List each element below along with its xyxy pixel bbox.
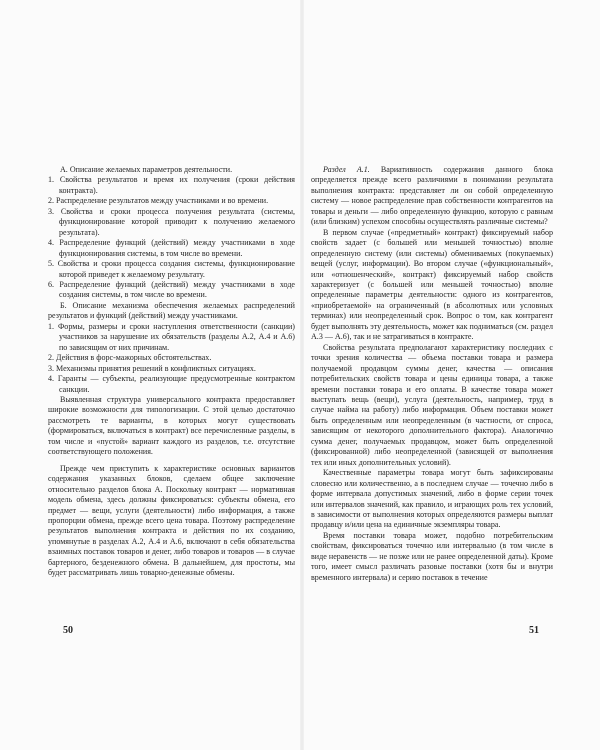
paragraph-text: 1. Формы, размеры и сроки наступления ответственности (санкции) участников за нарушение их обязательств (разделы А.2, А.4 и А.6) по зависящим от них причинам. bbox=[48, 321, 295, 352]
paragraph-text: В первом случае («предметный» контракт) фиксируемый набор свойств задает (с большей или меньшей точностью) вполне определенную систему (или системы) обмениваемых (покупаемых) вещей (услуг, информации). Во втором случае («функциональный», или «отношенческий», контракт) фиксируемый набор свойств характеризует (с большей или меньшей точностью) вполне определенные параметры деятельности: одного из контрагентов, «приобретаемой» на ограниченный (в абсолютных или условных терминах) или неопределенный срок. Вопрос о том, как контрагент будет выполнять эту деятельность, может как подниматься (см. раздел А.3 — А.6), так и не затрагиваться в контракте. bbox=[311, 227, 553, 342]
paragraph bbox=[48, 196, 295, 206]
paragraph-text: А. Описание желаемых параметров деятельности. bbox=[60, 165, 233, 174]
paragraph-text: Вариативность содержания данного блока определяется прежде всего различиями в понимании результата выполнения контракта: представляет ли он собой определенную систему — новое распределение прав собственности контрагентов на товары и деньги — либо определенную функцию, которую с равным (или близким) успехом способны осуществлять различные системы? bbox=[311, 165, 553, 227]
paragraph bbox=[48, 364, 295, 374]
paragraph-text: 4. Гаранты — субъекты, реализующие предусмотренные контрактом санкции. bbox=[48, 374, 295, 394]
paragraph bbox=[311, 343, 553, 468]
page-number-right: 51 bbox=[529, 625, 539, 636]
paragraph-text: 5. Свойства и сроки процесса создания системы, функционирование которой приведет к желаемому результату. bbox=[48, 259, 295, 279]
paragraph-text: 3. Механизмы принятия решений в конфликтных ситуациях. bbox=[48, 363, 256, 373]
paragraph bbox=[48, 322, 295, 353]
paragraph bbox=[48, 395, 295, 458]
paragraph-text: Время поставки товара может, подобно потребительским свойствам, фиксироваться точечно или интервально (в том числе в виде неравенств — не позже или не ранее определенной даты). Кроме того, имеет смысл различать разовые поставки (хотя бы и внутри временного интервала) и серию поставок в течение bbox=[311, 530, 553, 582]
paragraph bbox=[48, 165, 295, 175]
paragraph-text: 2. Распределение результатов между участниками и во времени. bbox=[48, 196, 269, 206]
paragraph bbox=[311, 531, 553, 583]
right-page-text bbox=[311, 165, 553, 583]
page-number-left: 50 bbox=[63, 625, 73, 636]
paragraph-text: Качественные параметры товара могут быть зафиксированы словесно или количественно, а в последнем случае — точечно либо в форме интервала допустимых значений, либо в форме серии точек или интервалов значений, как правило, и играющих роль тех условий, в зависимости от выполнения которых определяются размеры выплат продавцу и/или цена на единичные экземпляры товара. bbox=[311, 468, 553, 530]
paragraph-text: Прежде чем приступить к характеристике основных вариантов содержания указанных блоков, сделаем общее заключение относительно разделов блока А. Поскольку контракт — нормативная модель обмена, здесь должны фиксироваться: субъекты обмена, его предмет — вещи, услуги (деятельности) либо информация, а также пропорции обмена, прежде всего цена товара. Поэтому распределение результатов выполнения контракта и действия по их созданию, упомянутые в разделах А.2, А.4 и А.6, включают в себя обязательства взаимных поставок товаров и денег, либо товаров и товаров — в случае бартерного, безденежного обмена. В дальнейшем, для простоты, мы будет рассматривать лишь товарно-денежные обмены. bbox=[48, 463, 295, 578]
left-page-text bbox=[48, 165, 295, 579]
paragraph-text: 3. Свойства и сроки процесса получения результата (системы, функционирование которой приводит к получению желаемого результата). bbox=[48, 206, 295, 237]
paragraph-text: Свойства результата предполагают характеристику последних с точки зрения количества — объема поставки товара и размера получаемой продавцом суммы денег, качества — описания потребительских свойств товара и цены единицы товара, а также времени поставки товара и его оплаты. В качестве товара может выступать вещь (вещи), услуга (деятельность, например, труд в случае найма на работу) либо информация. Объем поставки может быть определенным или неопределенным (в частности, от спроса, зависящим от некоторого дополнительного фактора). Аналогично сумма денег, получаемых продавцом, может быть определенной (фиксированной) либо неопределенной (зависящей от выполнения тех или иных дополнительных условий). bbox=[311, 342, 553, 467]
paragraph bbox=[48, 374, 295, 395]
paragraph bbox=[311, 468, 553, 531]
section-label: Раздел А.1. bbox=[323, 165, 370, 174]
paragraph bbox=[48, 301, 295, 322]
paragraph bbox=[48, 464, 295, 579]
paragraph-text: 1. Свойства результатов и время их получения (сроки действия контракта). bbox=[48, 175, 295, 195]
paragraph-text: 4. Распределение функций (действий) между участниками в ходе функционирования системы, в том числе во времени. bbox=[48, 238, 295, 258]
paragraph bbox=[311, 228, 553, 343]
paragraph bbox=[48, 238, 295, 259]
paragraph bbox=[48, 259, 295, 280]
paragraph bbox=[311, 165, 553, 228]
page-gutter bbox=[300, 0, 304, 750]
paragraph-text: Выявленная структура универсального контракта предоставляет широкие возможности для типологизации. С этой целью достаточно рассмотреть те варианты, в которых могут существовать (формироваться, включаться в контракт) все перечисленные разделы, в том числе и «пустой» вариант каждого из разделов, т.е. отсутствие соответствующего положения. bbox=[48, 394, 295, 457]
paragraph bbox=[48, 175, 295, 196]
paragraph-text: 6. Распределение функций (действий) между участниками в ходе создания системы, в том числе во времени. bbox=[48, 279, 295, 300]
paragraph-text: 2. Действия в форс-мажорных обстоятельствах. bbox=[48, 353, 212, 363]
paragraph bbox=[48, 353, 295, 363]
paragraph bbox=[48, 280, 295, 301]
paragraph-text: Б. Описание механизма обеспечения желаемых распределений результатов и функций (действий) между участниками. bbox=[48, 300, 295, 321]
paragraph bbox=[48, 207, 295, 238]
